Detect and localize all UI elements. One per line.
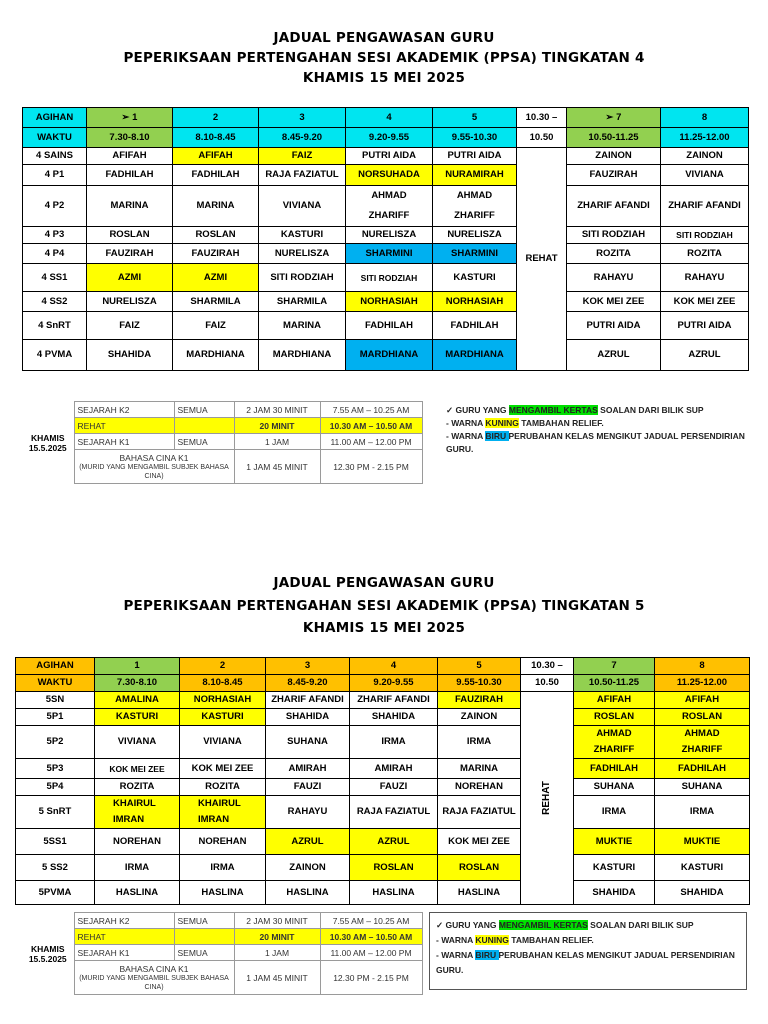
exam-group: SEMUA (174, 913, 234, 929)
invigilator-cell: ZAINON (661, 148, 749, 165)
header-time-3: 8.45-9.20 (266, 675, 350, 692)
class-label: 5PVMA (16, 881, 95, 905)
note-text: ✓ GURU YANG (446, 405, 509, 415)
invigilator-cell: AZRUL (567, 340, 661, 371)
rehat-cell (521, 692, 574, 905)
doc2-date: KHAMIS 15 MEI 2025 (302, 620, 466, 636)
header-slot-1: ➢ 1 (87, 108, 173, 128)
invigilator-cell: MARINA (173, 186, 259, 227)
note-text: - WARNA (436, 935, 476, 945)
invigilator-cell: IRMA (180, 855, 266, 881)
invigilator-cell: RAJA FAZIATUL (259, 165, 346, 186)
class-label: 4 SnRT (23, 312, 87, 340)
header-slot-7: ➢ 7 (567, 108, 661, 128)
invigilator-cell: KHAIRUL IMRAN (180, 796, 266, 829)
class-label: 4 P3 (23, 227, 87, 244)
header-slot-3: 3 (259, 108, 346, 128)
exam-duration: 1 JAM (234, 945, 320, 961)
class-label: 5 SS2 (16, 855, 95, 881)
invigilator-cell: AFIFAH (87, 148, 173, 165)
invigilator-cell: ZHARIF AFANDI (266, 692, 350, 709)
invigilator-cell: NORSUHADA (346, 165, 433, 186)
invigilator-cell: IRMA (655, 796, 750, 829)
invigilator-cell: KASTURI (655, 855, 750, 881)
class-label: 5P4 (16, 779, 95, 796)
note-highlight-blue: BIRU (485, 431, 509, 441)
header-slot-2: 2 (180, 658, 266, 675)
exam-subject: REHAT (74, 929, 174, 945)
invigilator-cell: MUKTIE (574, 829, 655, 855)
invigilator-cell: MARDHIANA (259, 340, 346, 371)
invigilator-cell: ROZITA (661, 244, 749, 264)
invigilator-cell: AZRUL (661, 340, 749, 371)
invigilator-cell: VIVIANA (661, 165, 749, 186)
header-slot-7: 7 (574, 658, 655, 675)
legend-notes-2 (429, 912, 747, 990)
class-label: 4 SS1 (23, 264, 87, 292)
header-time-7: 10.50-11.25 (574, 675, 655, 692)
invigilator-cell: IRMA (95, 855, 180, 881)
doc1-title: JADUAL PENGAWASAN GURU (273, 30, 495, 46)
invigilator-cell: ZAINON (567, 148, 661, 165)
exam-time: 11.00 AM – 12.00 PM (320, 945, 422, 961)
invigilator-cell: RAHAYU (567, 264, 661, 292)
invigilator-cell: KASTURI (259, 227, 346, 244)
invigilator-cell: MUKTIE (655, 829, 750, 855)
note-text: SOALAN DARI BILIK SUP (597, 405, 704, 415)
invigilator-cell: FADHILAH (433, 312, 517, 340)
invigilator-cell: NURAMIRAH (433, 165, 517, 186)
header-slot-4: 4 (346, 108, 433, 128)
exam-group: SEMUA (174, 402, 234, 418)
invigilator-cell: ROSLAN (350, 855, 438, 881)
exam-date-label: KHAMIS 15.5.2025 (28, 943, 67, 964)
exam-time: 10.30 AM – 10.50 AM (320, 929, 422, 945)
invigilator-cell: NORHASIAH (346, 292, 433, 312)
exam-duration: 20 MINIT (234, 418, 320, 434)
invigilator-cell: SHARMINI (433, 244, 517, 264)
invigilator-cell: FAIZ (173, 312, 259, 340)
exam-duration: 1 JAM 45 MINIT (234, 450, 320, 484)
invigilator-cell: HASLINA (350, 881, 438, 905)
doc1-subtitle: PEPERIKSAAN PERTENGAHAN SESI AKADEMIK (PPSA) TINGKATAN 4 (123, 50, 645, 66)
invigilator-cell: KOK MEI ZEE (438, 829, 521, 855)
invigilator-cell: AHMAD ZHARIFF (433, 186, 517, 227)
invigilator-cell: NORHASIAH (433, 292, 517, 312)
invigilator-cell: NURELISZA (259, 244, 346, 264)
invigilator-cell: AFIFAH (173, 148, 259, 165)
exam-date-label: KHAMIS 15.5.2025 (28, 432, 67, 453)
exam-group (174, 418, 234, 434)
doc1-date: KHAMIS 15 MEI 2025 (302, 70, 466, 86)
invigilator-cell: ROSLAN (438, 855, 521, 881)
exam-duration: 2 JAM 30 MINIT (234, 913, 320, 929)
invigilator-cell: NURELISZA (87, 292, 173, 312)
header-slot-5: 5 (438, 658, 521, 675)
note-text: PERUBAHAN KELAS MENGIKUT JADUAL PERSENDIRIAN (498, 950, 735, 960)
invigilator-cell: MARDHIANA (173, 340, 259, 371)
invigilator-cell: HASLINA (438, 881, 521, 905)
exam-time: 10.30 AM – 10.50 AM (320, 418, 422, 434)
invigilator-cell: AZMI (87, 264, 173, 292)
invigilator-cell: FAUZI (266, 779, 350, 796)
invigilator-cell: AZMI (173, 264, 259, 292)
invigilator-cell: FADHILAH (346, 312, 433, 340)
invigilator-cell: ZAINON (266, 855, 350, 881)
invigilator-cell: AZRUL (350, 829, 438, 855)
invigilator-cell: SITI RODZIAH (346, 264, 433, 292)
exam-subject: SEJARAH K1 (74, 434, 174, 450)
invigilator-cell: ROZITA (95, 779, 180, 796)
invigilator-cell: VIVIANA (259, 186, 346, 227)
exam-subject-note: (MURID YANG MENGAMBIL SUBJEK BAHASA CINA) (79, 463, 229, 480)
invigilator-cell: SUHANA (266, 726, 350, 759)
class-label: 4 PVMA (23, 340, 87, 371)
rehat-cell: REHAT (517, 148, 567, 371)
invigilator-cell: AZRUL (266, 829, 350, 855)
invigilator-cell: PUTRI AIDA (661, 312, 749, 340)
invigilator-cell: NOREHAN (180, 829, 266, 855)
note-text: GURU. (446, 444, 474, 454)
exam-subject: SEJARAH K1 (74, 945, 174, 961)
header-time-8: 11.25-12.00 (661, 128, 749, 148)
header-time-7: 10.50-11.25 (567, 128, 661, 148)
class-label: 5P3 (16, 759, 95, 779)
invigilator-cell: ROZITA (567, 244, 661, 264)
header-rehat-time-end: 10.50 (521, 675, 574, 692)
header-slot-2: 2 (173, 108, 259, 128)
exam-subject: REHAT (74, 418, 174, 434)
invigilator-cell: KASTURI (574, 855, 655, 881)
invigilator-cell: FADHILAH (173, 165, 259, 186)
invigilator-cell: AMIRAH (266, 759, 350, 779)
note-text: TAMBAHAN RELIEF. (518, 418, 604, 428)
invigilator-cell: KOK MEI ZEE (567, 292, 661, 312)
note-text: - WARNA (436, 950, 476, 960)
invigilator-cell: ROSLAN (574, 709, 655, 726)
header-slot-1: 1 (95, 658, 180, 675)
invigilator-cell: MARDHIANA (346, 340, 433, 371)
invigilator-cell: IRMA (350, 726, 438, 759)
exam-time: 12.30 PM - 2.15 PM (320, 961, 422, 995)
invigilator-cell: NOREHAN (438, 779, 521, 796)
invigilator-cell: KASTURI (95, 709, 180, 726)
invigilator-cell: SHAHIDA (574, 881, 655, 905)
class-label: 5P2 (16, 726, 95, 759)
class-label: 5SN (16, 692, 95, 709)
note-text: SOALAN DARI BILIK SUP (587, 920, 694, 930)
invigilator-cell: FAUZIRAH (438, 692, 521, 709)
exam-subject: SEJARAH K2 (74, 402, 174, 418)
doc2-subtitle: PEPERIKSAAN PERTENGAHAN SESI AKADEMIK (PPSA) TINGKATAN 5 (123, 598, 645, 614)
note-text: TAMBAHAN RELIEF. (508, 935, 594, 945)
invigilator-cell: SUHANA (655, 779, 750, 796)
doc2-title: JADUAL PENGAWASAN GURU (273, 575, 495, 591)
header-time-5: 9.55-10.30 (438, 675, 521, 692)
header-time-2: 8.10-8.45 (173, 128, 259, 148)
invigilator-cell: FAUZIRAH (87, 244, 173, 264)
header-time-3: 8.45-9.20 (259, 128, 346, 148)
invigilator-cell: AFIFAH (655, 692, 750, 709)
note-text: PERUBAHAN KELAS MENGIKUT JADUAL PERSENDIRIAN (508, 431, 745, 441)
invigilator-cell: MARINA (438, 759, 521, 779)
invigilator-cell: HASLINA (266, 881, 350, 905)
invigilator-cell: SHAHIDA (266, 709, 350, 726)
invigilator-cell: KHAIRUL IMRAN (95, 796, 180, 829)
invigilator-cell: NURELISZA (346, 227, 433, 244)
header-time-2: 8.10-8.45 (180, 675, 266, 692)
invigilator-cell: SHAHIDA (350, 709, 438, 726)
invigilator-cell: HASLINA (180, 881, 266, 905)
invigilator-cell: ZHARIF AFANDI (661, 186, 749, 227)
invigilator-cell: AHMAD ZHARIFF (346, 186, 433, 227)
invigilator-cell: FADHILAH (574, 759, 655, 779)
exam-group (174, 929, 234, 945)
invigilator-cell: ROSLAN (655, 709, 750, 726)
header-time-5: 9.55-10.30 (433, 128, 517, 148)
header-time-4: 9.20-9.55 (350, 675, 438, 692)
exam-subject: BAHASA CINA K1 (119, 963, 189, 974)
invigilator-cell: MARINA (87, 186, 173, 227)
invigilator-cell: PUTRI AIDA (567, 312, 661, 340)
note-highlight-green: MENGAMBIL KERTAS (508, 405, 598, 415)
invigilator-cell: FAUZIRAH (173, 244, 259, 264)
header-waktu: WAKTU (23, 128, 87, 148)
note-text: GURU. (436, 965, 464, 975)
class-label: 4 P1 (23, 165, 87, 186)
note-text: ✓ GURU YANG (436, 920, 499, 930)
class-label: 5P1 (16, 709, 95, 726)
class-label: 4 SS2 (23, 292, 87, 312)
note-highlight-yellow: KUNING (475, 935, 509, 945)
schedule-table-form5 (15, 657, 750, 905)
invigilator-cell: SITI RODZIAH (567, 227, 661, 244)
invigilator-cell: SUHANA (574, 779, 655, 796)
header-waktu: WAKTU (16, 675, 95, 692)
header-agihan: AGIHAN (23, 108, 87, 128)
invigilator-cell: SHAHIDA (87, 340, 173, 371)
header-rehat-time: 10.30 – (517, 108, 567, 128)
invigilator-cell: KOK MEI ZEE (180, 759, 266, 779)
exam-group: SEMUA (174, 434, 234, 450)
invigilator-cell: NORHASIAH (180, 692, 266, 709)
invigilator-cell: ZHARIF AFANDI (567, 186, 661, 227)
invigilator-cell: AMALINA (95, 692, 180, 709)
invigilator-cell: IRMA (574, 796, 655, 829)
invigilator-cell: RAJA FAZIATUL (438, 796, 521, 829)
invigilator-cell: FAIZ (259, 148, 346, 165)
header-agihan: AGIHAN (16, 658, 95, 675)
exam-duration: 2 JAM 30 MINIT (234, 402, 320, 418)
header-time-8: 11.25-12.00 (655, 675, 750, 692)
rehat-label: REHAT (540, 781, 552, 815)
invigilator-cell: ZAINON (438, 709, 521, 726)
note-highlight-yellow: KUNING (485, 418, 519, 428)
note-highlight-green: MENGAMBIL KERTAS (498, 920, 588, 930)
exam-group: SEMUA (174, 945, 234, 961)
invigilator-cell: AFIFAH (574, 692, 655, 709)
invigilator-cell: AHMAD ZHARIFF (655, 726, 750, 759)
invigilator-cell: FAIZ (87, 312, 173, 340)
exam-info-table-1 (22, 401, 423, 484)
exam-duration: 20 MINIT (234, 929, 320, 945)
header-slot-3: 3 (266, 658, 350, 675)
note-text: - WARNA (446, 431, 486, 441)
invigilator-cell: SHARMINI (346, 244, 433, 264)
invigilator-cell: SITI RODZIAH (661, 227, 749, 244)
invigilator-cell: SHAHIDA (655, 881, 750, 905)
invigilator-cell: KOK MEI ZEE (661, 292, 749, 312)
class-label: 5SS1 (16, 829, 95, 855)
invigilator-cell: RAHAYU (266, 796, 350, 829)
exam-time: 7.55 AM – 10.25 AM (320, 913, 422, 929)
invigilator-cell: ROSLAN (87, 227, 173, 244)
exam-subject-note: (MURID YANG MENGAMBIL SUBJEK BAHASA CINA) (79, 974, 229, 991)
invigilator-cell: FAUZIRAH (567, 165, 661, 186)
invigilator-cell: ZHARIF AFANDI (350, 692, 438, 709)
exam-info-table-2 (22, 912, 423, 995)
header-time-1: 7.30-8.10 (87, 128, 173, 148)
note-highlight-blue: BIRU (475, 950, 499, 960)
invigilator-cell: FADHILAH (655, 759, 750, 779)
invigilator-cell: VIVIANA (95, 726, 180, 759)
invigilator-cell: MARDHIANA (433, 340, 517, 371)
invigilator-cell: RAHAYU (661, 264, 749, 292)
exam-subject: BAHASA CINA K1 (119, 452, 189, 463)
invigilator-cell: NOREHAN (95, 829, 180, 855)
invigilator-cell: PUTRI AIDA (346, 148, 433, 165)
invigilator-cell: ROSLAN (173, 227, 259, 244)
class-label: 4 SAINS (23, 148, 87, 165)
class-label: 5 SnRT (16, 796, 95, 829)
invigilator-cell: IRMA (438, 726, 521, 759)
invigilator-cell: PUTRI AIDA (433, 148, 517, 165)
invigilator-cell: KASTURI (433, 264, 517, 292)
legend-notes-1 (446, 404, 745, 456)
exam-duration: 1 JAM (234, 434, 320, 450)
invigilator-cell: VIVIANA (180, 726, 266, 759)
header-time-1: 7.30-8.10 (95, 675, 180, 692)
exam-time: 7.55 AM – 10.25 AM (320, 402, 422, 418)
class-label: 4 P4 (23, 244, 87, 264)
invigilator-cell: FADHILAH (87, 165, 173, 186)
header-rehat-time: 10.30 – (521, 658, 574, 675)
header-rehat-time-end: 10.50 (517, 128, 567, 148)
invigilator-cell: AMIRAH (350, 759, 438, 779)
class-label: 4 P2 (23, 186, 87, 227)
header-slot-8: 8 (661, 108, 749, 128)
invigilator-cell: KOK MEI ZEE (95, 759, 180, 779)
exam-subject: SEJARAH K2 (74, 913, 174, 929)
exam-duration: 1 JAM 45 MINIT (234, 961, 320, 995)
invigilator-cell: HASLINA (95, 881, 180, 905)
header-slot-4: 4 (350, 658, 438, 675)
header-time-4: 9.20-9.55 (346, 128, 433, 148)
invigilator-cell: MARINA (259, 312, 346, 340)
note-text: - WARNA (446, 418, 486, 428)
invigilator-cell: AHMAD ZHARIFF (574, 726, 655, 759)
invigilator-cell: ROZITA (180, 779, 266, 796)
invigilator-cell: SHARMILA (173, 292, 259, 312)
invigilator-cell: NURELISZA (433, 227, 517, 244)
header-slot-5: 5 (433, 108, 517, 128)
header-slot-8: 8 (655, 658, 750, 675)
exam-time: 12.30 PM - 2.15 PM (320, 450, 422, 484)
invigilator-cell: SITI RODZIAH (259, 264, 346, 292)
invigilator-cell: SHARMILA (259, 292, 346, 312)
invigilator-cell: FAUZI (350, 779, 438, 796)
schedule-table-form4 (22, 107, 749, 371)
exam-time: 11.00 AM – 12.00 PM (320, 434, 422, 450)
invigilator-cell: RAJA FAZIATUL (350, 796, 438, 829)
invigilator-cell: KASTURI (180, 709, 266, 726)
